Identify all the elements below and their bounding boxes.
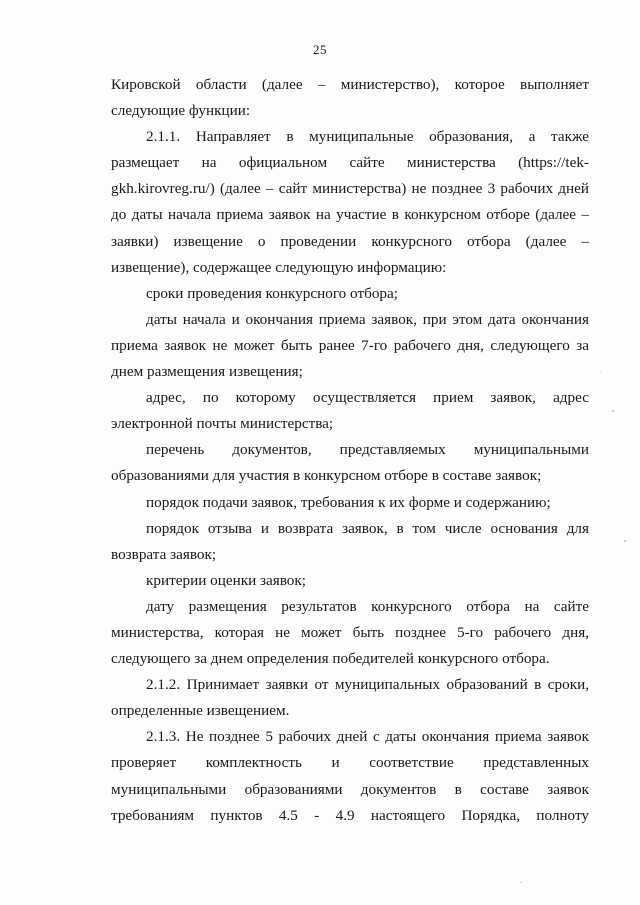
list-item-results-date: дату размещения результатов конкурсного отбора на сайте министерства, которая не может быть позднее 5-го рабочего дня, следующего за днем определения победителей конкурсного отбора.	[111, 597, 589, 668]
list-item-criteria: критерии оценки заявок;	[146, 571, 307, 589]
scan-speck	[624, 540, 626, 542]
paragraph-2-1-2: 2.1.2. Принимает заявки от муниципальных образований в сроки, определенные извещением.	[111, 676, 589, 720]
list-item-address: адрес, по которому осуществляется прием заявок, адрес электронной почты министерства;	[111, 389, 589, 433]
paragraph-intro: Кировской области (далее – министерство), которое выполняет следующие функции:	[111, 76, 589, 120]
scan-speck	[612, 410, 614, 412]
document-body	[111, 72, 589, 829]
paragraph-2-1-3: 2.1.3. Не позднее 5 рабочих дней с даты окончания приема заявок проверяет комплектность и соответствие представленных муниципальными образованиями документов в составе заявок требованиям пунктов 4.5 - 4.9 настоящего Порядка, полноту	[111, 728, 589, 824]
list-item-documents: перечень документов, представляемых муниципальными образованиями для участия в конкурсном отборе в составе заявок;	[111, 441, 589, 485]
list-item-terms: сроки проведения конкурсного отбора;	[146, 284, 398, 302]
list-item-withdrawal-order: порядок отзыва и возврата заявок, в том числе основания для возврата заявок;	[111, 519, 589, 563]
list-item-submission-order: порядок подачи заявок, требования к их форме и содержанию;	[146, 493, 551, 511]
scan-speck	[600, 372, 601, 373]
page-number: 25	[313, 42, 327, 57]
scan-speck	[520, 882, 522, 883]
paragraph-2-1-1: 2.1.1. Направляет в муниципальные образования, а также размещает на официальном сайте министерства (https://tek-gkh.kirovreg.ru/) (далее – сайт министерства) не позднее 3 рабочих дней до даты начала приема заявок на участие в конкурсном отборе (далее – заявки) извещение о проведении конкурсного отбора (далее – извещение), содержащее следующую информацию:	[111, 128, 589, 276]
list-item-dates: даты начала и окончания приема заявок, при этом дата окончания приема заявок не может быть ранее 7-го рабочего дня, следующего за днем размещения извещения;	[111, 310, 589, 381]
